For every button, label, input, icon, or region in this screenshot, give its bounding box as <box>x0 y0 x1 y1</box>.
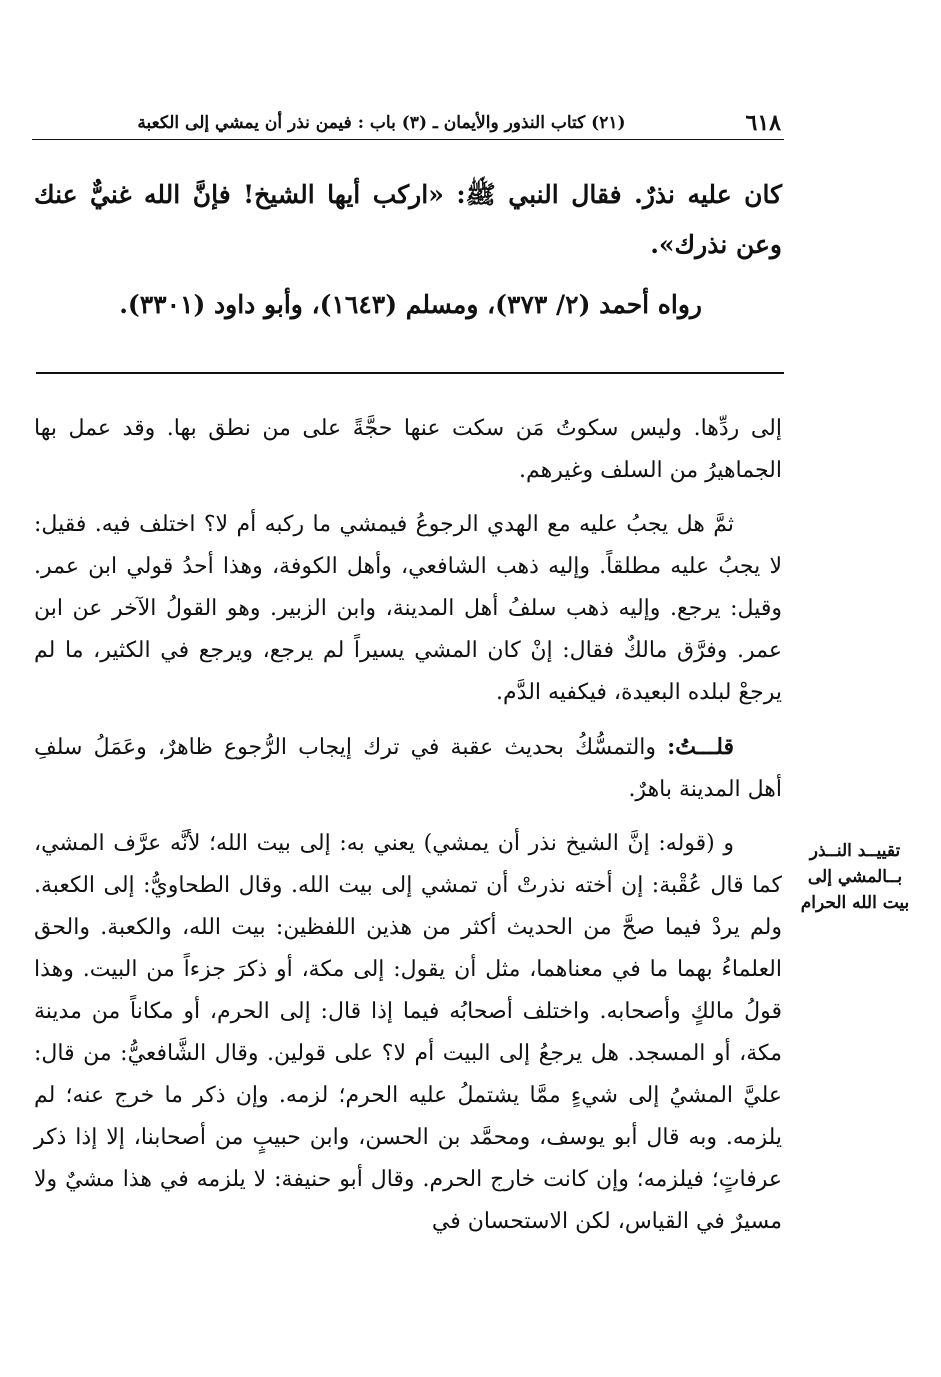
commentary-paragraph-3-text: والتمسُّكُ بحديث عقبة في ترك إيجاب الرُّجوع ظاهرٌ، وعَمَلُ سلفِ أهل المدينة باهرٌ. <box>34 735 782 802</box>
qultu-keyword: قلـــتُ: <box>667 734 734 760</box>
running-title: (٢١) كتاب النذور والأيمان ـ (٣) باب : فيمن نذر أن يمشي إلى الكعبة <box>137 113 626 133</box>
header-divider <box>32 139 784 140</box>
commentary-paragraph-3 <box>34 726 782 811</box>
margin-heading-line-3: بيت الله الحرام <box>800 893 910 913</box>
margin-heading-line-2: بــالمشي إلى <box>807 867 903 887</box>
margin-heading-line-1: تقييــد النــذر <box>809 841 901 861</box>
commentary-block <box>34 408 782 1255</box>
hadith-text-block <box>34 170 782 330</box>
commentary-paragraph-1: إلى ردِّها. وليس سكوتُ مَن سكت عنها حجَّةً على من نطق بها. وقد عمل بها الجماهيرُ من السلف وغيرهم. <box>34 416 782 483</box>
page-number: ٦١٨ <box>745 110 781 136</box>
margin-heading <box>795 838 915 916</box>
section-divider <box>36 372 784 374</box>
hadith-text: كان عليه نذرٌ. فقال النبي ﷺ: «اركب أيها الشيخ! فإنَّ الله غنيٌّ عنك وعن نذرك». <box>34 180 782 259</box>
commentary-paragraph-2: ثمَّ هل يجبُ عليه مع الهدي الرجوعُ فيمشي ما ركبه أم لا؟ اختلف فيه. فقيل: لا يجبُ عليه مطلقاً. وإليه ذهب الشافعي، وأهل الكوفة، وهذا أحدُ قولي ابن عمر. وقيل: يرجع. وإليه ذهب سلفُ أهل المدينة، وابن الزبير. وهو القولُ الآخر عن ابن عمر. وفرَّق مالكٌ فقال: إنْ كان المشي يسيراً لم يرجع، ويرجع في الكثير، ما لم يرجعْ لبلده البعيدة، فيكفيه الدَّم. <box>34 512 782 705</box>
page-header <box>30 106 781 140</box>
hadith-reference: رواه أحمد (٢/ ٣٧٣)، ومسلم (١٦٤٣)، وأبو داود (٣٣٠١). <box>119 290 702 319</box>
commentary-paragraph-4: و (قوله: إنَّ الشيخ نذر أن يمشي) يعني به: إلى بيت الله؛ لأنَّه عرَّف المشي، كما قال عُقْبة: إن أخته نذرتْ أن تمشي إلى بيت الله. وقال الطحاويُّ: إلى الكعبة. ولم يردْ فيما صحَّ من الحديث أكثر من هذين اللفظين: بيت الله، والكعبة. والحق العلماءُ بهما ما في معناهما، مثل أن يقول: إلى مكة، أو ذكرَ جزءاً من البيت. وهذا قولُ مالكٍ وأصحابه. واختلف أصحابُه فيما إذا قال: إلى الحرم، أو مكاناً من مدينة مكة، أو المسجد. هل يرجعُ إلى البيت أم لا؟ على قولين. وقال الشَّافعيُّ: من قال: عليَّ المشيُ إلى شيءٍ ممَّا يشتملُ عليه الحرم؛ لزمه. وإن ذكر ما خرج عنه؛ لم يلزمه. وبه قال أبو يوسف، ومحمَّد بن الحسن، وابن حبيبٍ من أصحابنا، إلا إذا ذكر عرفاتٍ؛ فيلزمه؛ وإن كانت خارج الحرم. وقال أبو حنيفة: لا يلزمه في هذا مشيٌ ولا مسيرٌ في القياس، لكن الاستحسان في <box>34 831 782 1234</box>
